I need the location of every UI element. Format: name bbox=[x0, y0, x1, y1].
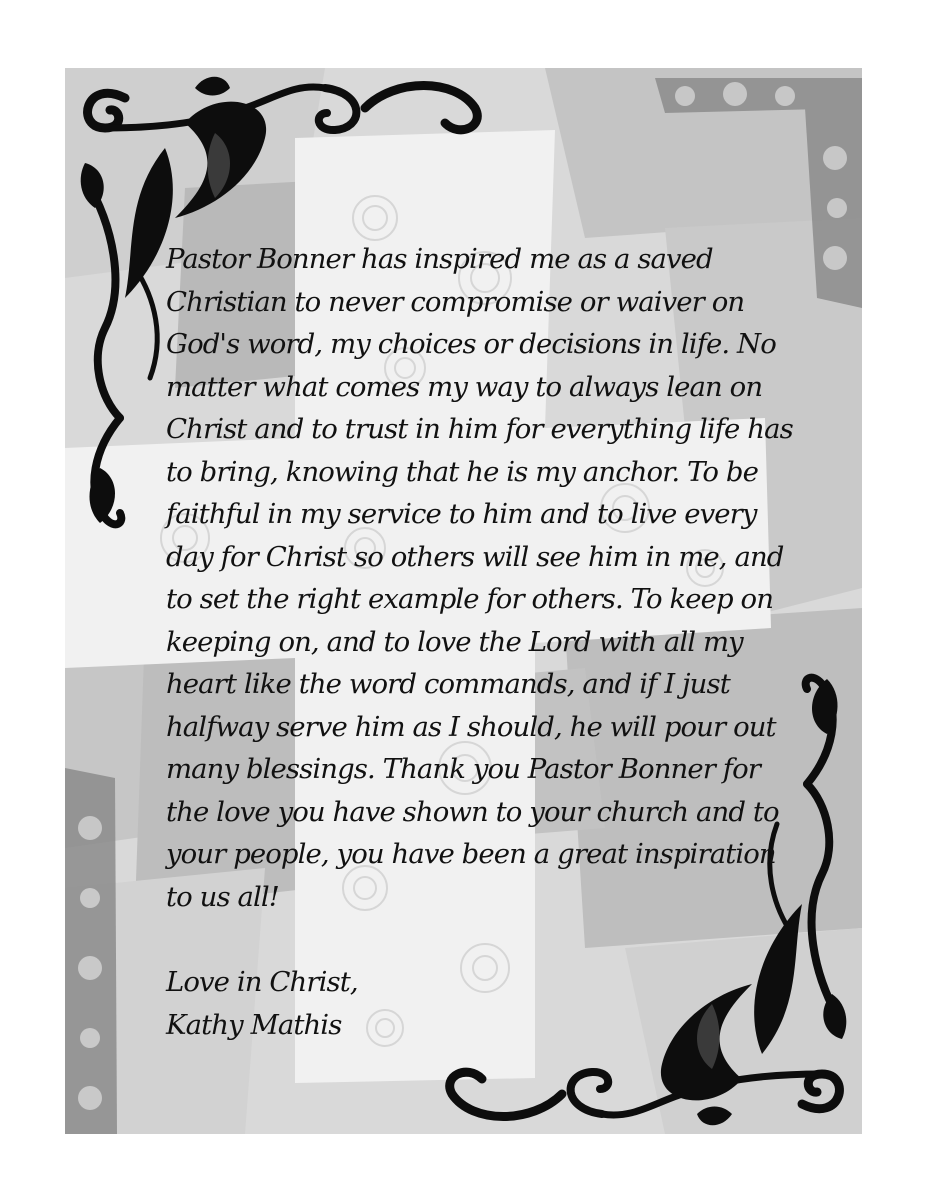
letter-closing-block bbox=[166, 961, 566, 1047]
closing-line: Love in Christ, bbox=[166, 966, 358, 998]
signature-name: Kathy Mathis bbox=[166, 1009, 342, 1041]
letter-body: Pastor Bonner has inspired me as a saved Christian to never compromise or waiver on God's word, my choices or decisions in life. No matter what comes my way to always lean on Christ and to trust in him for everything life has to bring, knowing that he is my anchor. To be faithful in my service to him and to live every day for Christ so others will see him in me, and to set the right example for others. To keep on keeping on, and to love the Lord with all my heart like the word commands, and if I just halfway serve him as I should, he will pour out many blessings. Thank you Pastor Bonner for the love you have shown to your church and to your people, you have been a great inspiration to us all! bbox=[166, 243, 793, 913]
